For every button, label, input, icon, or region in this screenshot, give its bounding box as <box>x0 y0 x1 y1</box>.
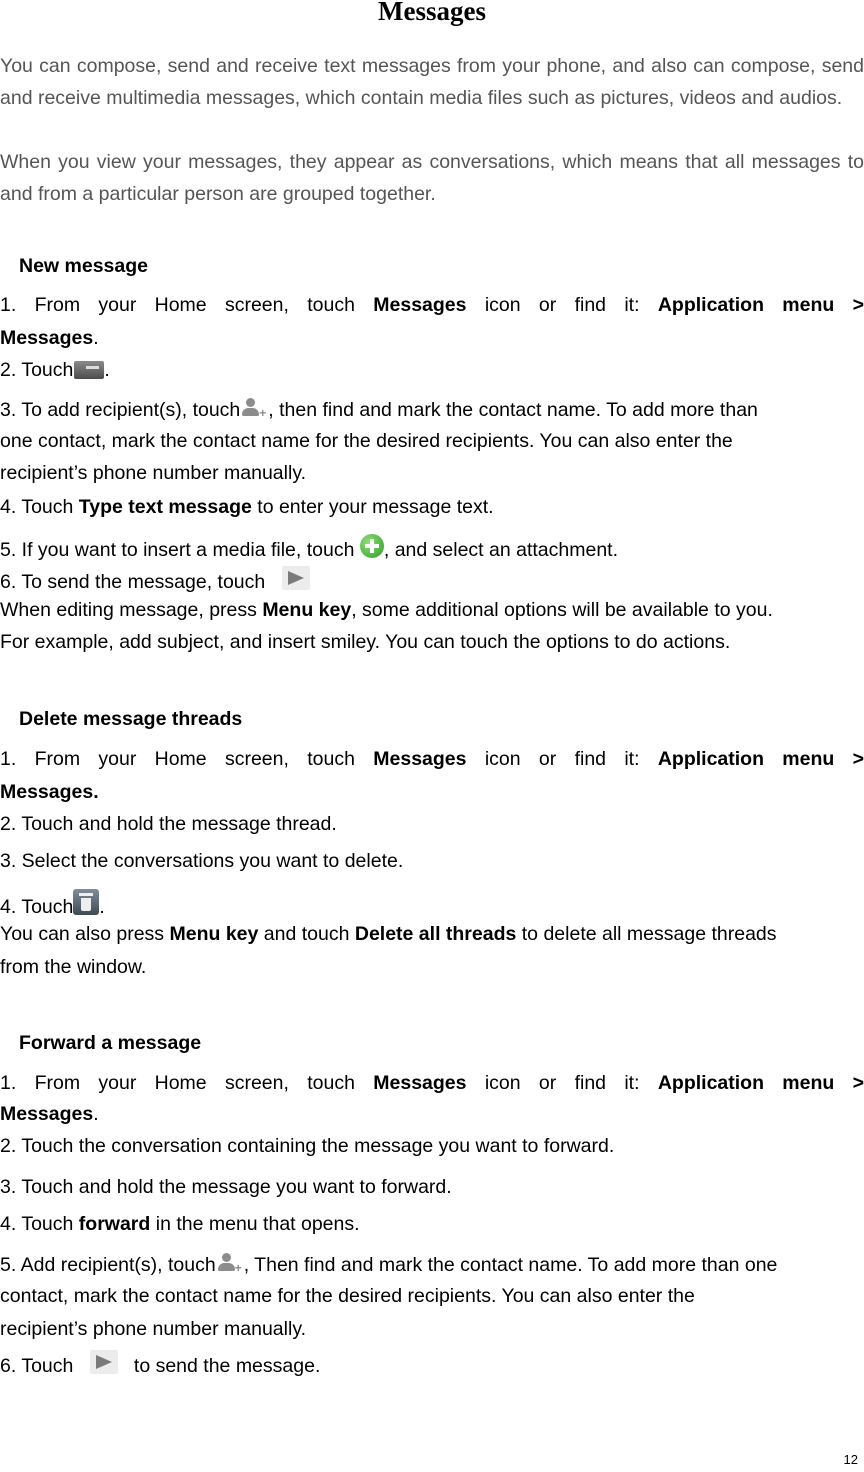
page-title: Messages <box>378 0 486 26</box>
new-message-step-1-cont: Messages. <box>0 327 99 349</box>
intro-paragraph-1: You can compose, send and receive text messages from your phone, and also can compose, send and receive multimedia messages, which contain media files such as pictures, videos and audios. <box>0 55 864 109</box>
new-message-editing-note-2: For example, add subject, and insert smiley. You can touch the options to do actions. <box>0 631 731 653</box>
forward-step-1-cont: Messages. <box>0 1103 99 1125</box>
new-message-step-2: 2. Touch . <box>0 359 110 381</box>
new-message-step-3: 3. To add recipient(s), touch + , then find and mark the contact name. To add more than <box>0 399 758 421</box>
forward-step-4: 4. Touch forward in the menu that opens. <box>0 1213 360 1235</box>
page-number: 12 <box>843 1452 858 1467</box>
add-contact-icon: + <box>216 1252 244 1274</box>
section-heading-forward: Forward a message <box>19 1032 202 1054</box>
compose-message-icon <box>74 361 104 379</box>
delete-threads-step-4: 4. Touch . <box>0 889 105 919</box>
send-icon <box>282 566 310 590</box>
trash-icon <box>73 889 99 915</box>
new-message-step-5: 5. If you want to insert a media file, touch , and select an attachment. <box>0 534 618 562</box>
new-message-step-4: 4. Touch Type text message to enter your message text. <box>0 496 494 518</box>
delete-threads-step-3: 3. Select the conversations you want to delete. <box>0 850 404 872</box>
delete-threads-step-1: 1. From your Home screen, touch Messages icon or find it: Application menu > <box>0 748 864 770</box>
intro-paragraph-2: When you view your messages, they appear as conversations, which means that all messages to and from a particular person are grouped together. <box>0 151 864 205</box>
delete-threads-note-2: from the window. <box>0 956 147 978</box>
new-message-step-1: 1. From your Home screen, touch Messages icon or find it: Application menu > <box>0 294 864 316</box>
forward-step-5-line-3: recipient’s phone number manually. <box>0 1318 307 1340</box>
add-contact-icon: + <box>240 397 268 419</box>
new-message-editing-note: When editing message, press Menu key, some additional options will be available to you. <box>0 599 773 621</box>
delete-threads-note: You can also press Menu key and touch Delete all threads to delete all message threads <box>0 923 777 945</box>
delete-threads-step-2: 2. Touch and hold the message thread. <box>0 813 337 835</box>
forward-step-2: 2. Touch the conversation containing the message you want to forward. <box>0 1135 615 1157</box>
forward-step-6: 6. Touch to send the message. <box>0 1350 320 1378</box>
section-heading-delete-threads: Delete message threads <box>19 708 243 730</box>
delete-threads-step-1-cont: Messages. <box>0 781 99 803</box>
new-message-step-3-line-3: recipient’s phone number manually. <box>0 462 307 484</box>
forward-step-1: 1. From your Home screen, touch Messages icon or find it: Application menu > <box>0 1072 864 1094</box>
new-message-step-3-line-2: one contact, mark the contact name for the desired recipients. You can also enter the <box>0 430 733 452</box>
forward-step-5-line-2: contact, mark the contact name for the desired recipients. You can also enter the <box>0 1285 695 1307</box>
forward-step-3: 3. Touch and hold the message you want to forward. <box>0 1176 452 1198</box>
send-icon <box>90 1350 118 1374</box>
add-attachment-icon <box>360 534 384 558</box>
new-message-step-6: 6. To send the message, touch <box>0 566 310 594</box>
forward-step-5: 5. Add recipient(s), touch + , Then find and mark the contact name. To add more than one <box>0 1254 778 1276</box>
section-heading-new-message: New message <box>19 255 148 277</box>
